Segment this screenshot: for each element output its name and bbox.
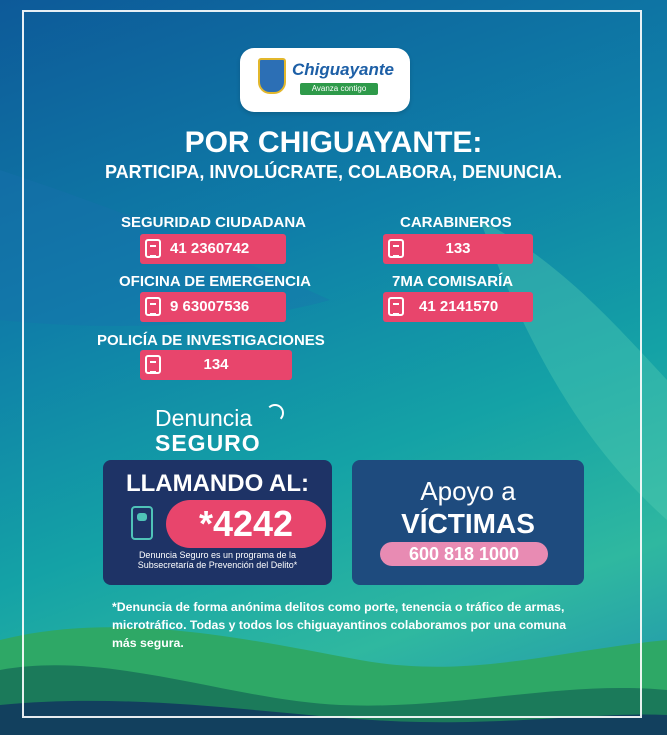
apoyo-label: Apoyo a [420, 476, 516, 506]
victimas-number-button[interactable]: 600 818 1000 [380, 542, 548, 566]
contact-phone-7ma-comisaria[interactable] [383, 292, 533, 322]
contact-number: 41 2141570 [419, 298, 499, 315]
contact-label-7ma-comisaria: 7MA COMISARÍA [392, 273, 514, 290]
footnote: *Denuncia de forma anónima delitos como porte, tenencia o tráfico de armas, microtráfico. Todas y todos los chiguayantinos colaboramos por una comuna más segura. [112, 600, 567, 650]
denuncia-seguro-logo-top: Denuncia [155, 405, 253, 431]
signal-icon [266, 404, 284, 422]
contact-phone-oficina-emergencia[interactable] [140, 292, 286, 322]
apoyo-victimas-card [352, 460, 584, 585]
contact-phone-seguridad-ciudadana[interactable] [140, 234, 286, 264]
denuncia-note: Denuncia Seguro es un programa de la Subsecretaría de Prevención del Delito* [137, 550, 298, 570]
victimas-label: VÍCTIMAS [401, 508, 535, 539]
logo-slogan: Avanza contigo [300, 83, 378, 95]
logo-name: Chiguayante [292, 60, 395, 79]
contact-number: 41 2360742 [170, 240, 250, 257]
logo-card [240, 48, 410, 112]
contact-number: 134 [203, 356, 229, 373]
contact-phone-carabineros[interactable] [383, 234, 533, 264]
mobile-phone-icon [131, 506, 153, 540]
contact-label-seguridad-ciudadana: SEGURIDAD CIUDADANA [121, 214, 307, 231]
denuncia-number-button[interactable]: *4242 [166, 500, 326, 548]
headline-subtitle: PARTICIPA, INVOLÚCRATE, COLABORA, DENUNCIA. [105, 162, 562, 182]
denuncia-seguro-card [103, 460, 332, 585]
contact-label-carabineros: CARABINEROS [400, 214, 512, 231]
contact-label-oficina-emergencia: OFICINA DE EMERGENCIA [119, 273, 311, 290]
municipal-crest-icon [258, 58, 286, 94]
phone-icon [388, 297, 404, 316]
phone-icon [145, 297, 161, 316]
denuncia-seguro-logo-bottom: SEGURO [155, 430, 261, 456]
contact-number: 133 [445, 240, 471, 257]
contact-phone-pdi[interactable] [140, 350, 292, 380]
call-label: LLAMANDO AL: [125, 470, 310, 497]
phone-icon [145, 239, 161, 258]
headline-title: POR CHIGUAYANTE: [184, 126, 483, 159]
contact-number: 9 63007536 [170, 298, 250, 315]
contact-label-pdi: POLICÍA DE INVESTIGACIONES [97, 332, 325, 349]
